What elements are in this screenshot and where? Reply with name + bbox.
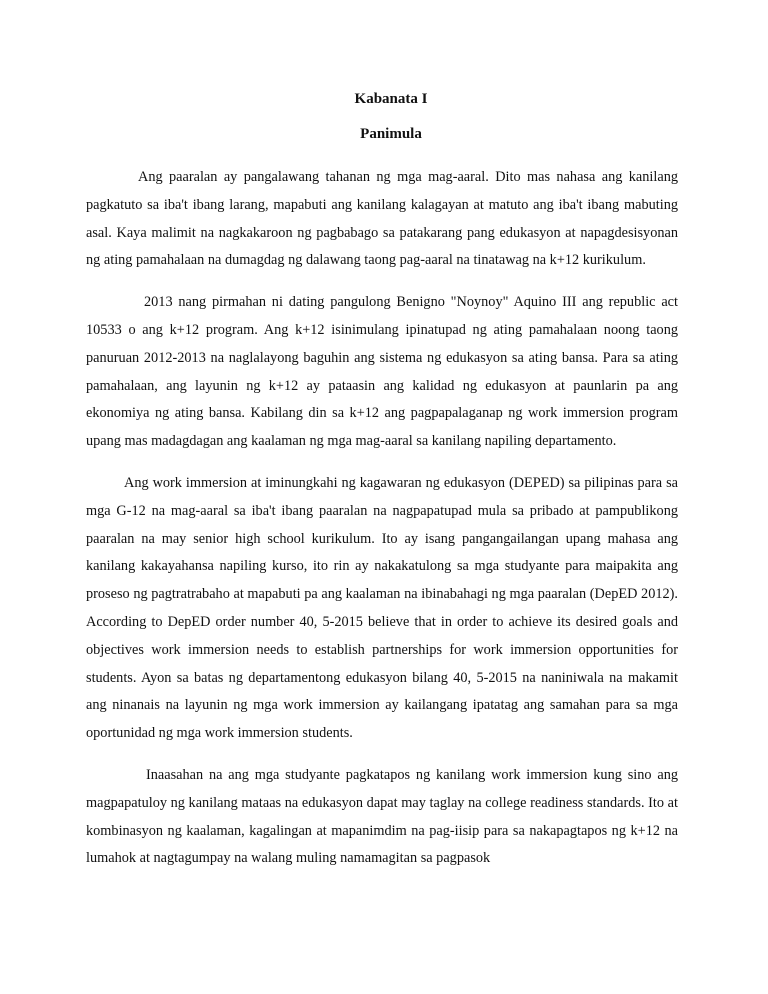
paragraph-2: 2013 nang pirmahan ni dating pangulong Benigno "Noynoy" Aquino III ang republic act 10533 o ang k+12 program. Ang k+12 isinimulang ipinatupad ng ating pamahalaan noong taong panuruan 2012-2013 na naglalayong baguhin ang sistema ng edukasyon sa ating bansa. Para sa ating pamahalaan, ang layunin ng k+12 ay pataasin ang kalidad ng edukasyon at paunlarin pa ang ekonomiya ng ating bansa. Kabilang din sa k+12 ang pagpapalaganap ng work immersion program upang mas madagdagan ang kaalaman ng mga mag-aaral sa kanilang napiling departamento. (86, 294, 678, 450)
paragraph-4: Inaasahan na ang mga studyante pagkatapos ng kanilang work immersion kung sino ang magpapatuloy ng kanilang mataas na edukasyon dapat may taglay na college readiness standards. Ito at kombinasyon ng kaalaman, kagalingan at mapanimdim na pag-iisip para sa nakapagtapos ng k+12 na lumahok at nagtagumpay na walang muling namamagitan sa pagpasok (86, 766, 678, 867)
section-title: Panimula (360, 126, 422, 142)
chapter-label: Kabanata I (354, 91, 428, 107)
body-text (86, 164, 678, 887)
paragraph-1: Ang paaralan ay pangalawang tahanan ng mga mag-aaral. Dito mas nahasa ang kanilang pagkatuto sa iba't ibang larang, mapabuti ang kanilang kalagayan at matuto ang iba't ibang mabuting asal. Kaya malimit na nagkakaroon ng pagbabago sa patakarang pang edukasyon at napagdesisyonan ng ating pamahalaan na dumagdag ng dalawang taong pag-aaral na tinatawag na k+12 kurikulum. (86, 169, 678, 269)
paragraph-3: Ang work immersion at iminungkahi ng kagawaran ng edukasyon (DEPED) sa pilipinas para sa mga G-12 na mag-aaral sa iba't ibang paaralan na nagpapatupad mula sa pribado at pampublikong paaralan na may senior high school kurikulum. Ito ay isang pangangailangan upang mahasa ang kanilang kakayahansa napiling kurso, ito rin ay nakakatulong sa mga studyante para maipakita ang proseso ng pagtratrabaho at mapabuti pa ang kaalaman na ibinabahagi ng mga paaralan (DepED 2012). According to DepED order number 40, 5-2015 believe that in order to achieve its desired goals and objectives work immersion needs to establish partnerships for work immersion opportunities for students. Ayon sa batas ng departamentong edukasyon bilang 40, 5-2015 na naniniwala na makamit ang ninanais na layunin ng mga work immersion ay kailangang ipatatag ang samahan para sa mga oportunidad ng mga work immersion students. (86, 474, 678, 742)
